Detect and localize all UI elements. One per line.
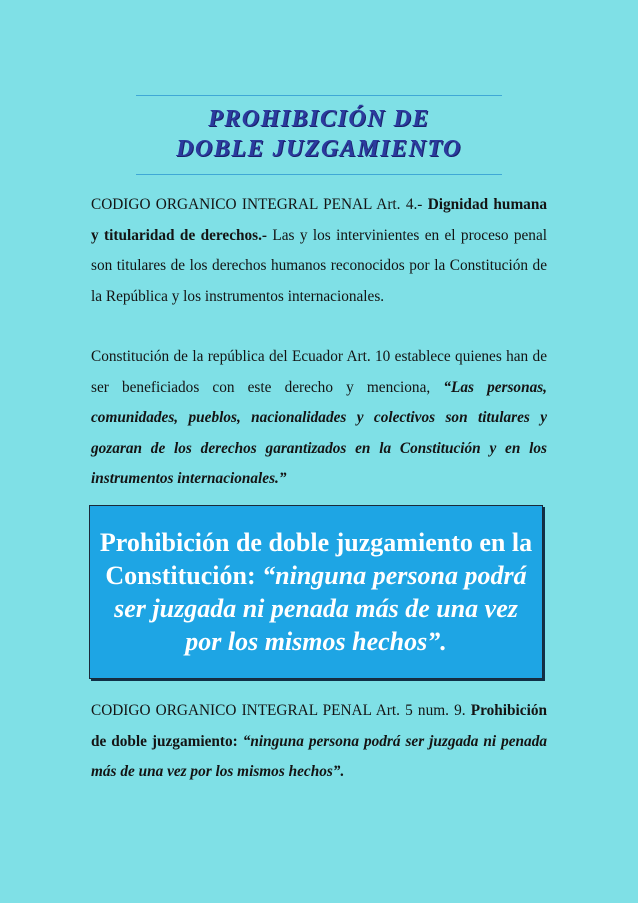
coip-art-5-heading: Prohibición de doble juzgamiento: — [91, 702, 547, 750]
title-divider — [136, 174, 502, 175]
top-divider — [136, 95, 502, 96]
paragraph-coip-art-4 — [91, 190, 547, 312]
coip-art-4-body: Las y los intervinientes en el proceso penal son titulares de los derechos humanos reconocidos por la Constitución de la República y los instrumentos internacionales. — [91, 226, 547, 305]
highlight-lead: Prohibición de doble juzgamiento en la Constitución: — [99, 528, 533, 590]
highlight-box — [89, 505, 543, 679]
paragraph-constitucion-art-10 — [91, 342, 547, 495]
constitucion-quote: “Las personas, comunidades, pueblos, nacionalidades y colectivos son titulares y gozaran de los derechos garantizados en la Constitución y en los instrumentos internacionales.” — [91, 378, 548, 487]
coip-art-4-intro: CODIGO ORGANICO INTEGRAL PENAL Art. 4.- — [91, 196, 428, 213]
constitucion-intro: Constitución de la república del Ecuador Art. 10 establece quienes han de ser beneficiados con este derecho y menciona, — [91, 348, 547, 396]
coip-art-5-quote: “ninguna persona podrá ser juzgada ni penada más de una vez por los mismos hechos”. — [91, 732, 547, 780]
title-line-2: DOBLE JUZGAMIENTO — [176, 136, 462, 162]
highlight-quote: “ninguna persona podrá ser juzgada ni penada más de una vez por los mismos hechos”. — [114, 561, 527, 656]
coip-art-5-intro: CODIGO ORGANICO INTEGRAL PENAL Art. 5 num. 9. — [91, 702, 471, 719]
highlight-text — [90, 526, 542, 658]
title-line-1: PROHIBICIÓN DE — [208, 106, 430, 132]
coip-art-4-heading: Dignidad humana y titularidad de derechos.- — [91, 196, 547, 244]
paragraph-coip-art-5 — [91, 696, 547, 788]
page-title — [90, 104, 548, 164]
